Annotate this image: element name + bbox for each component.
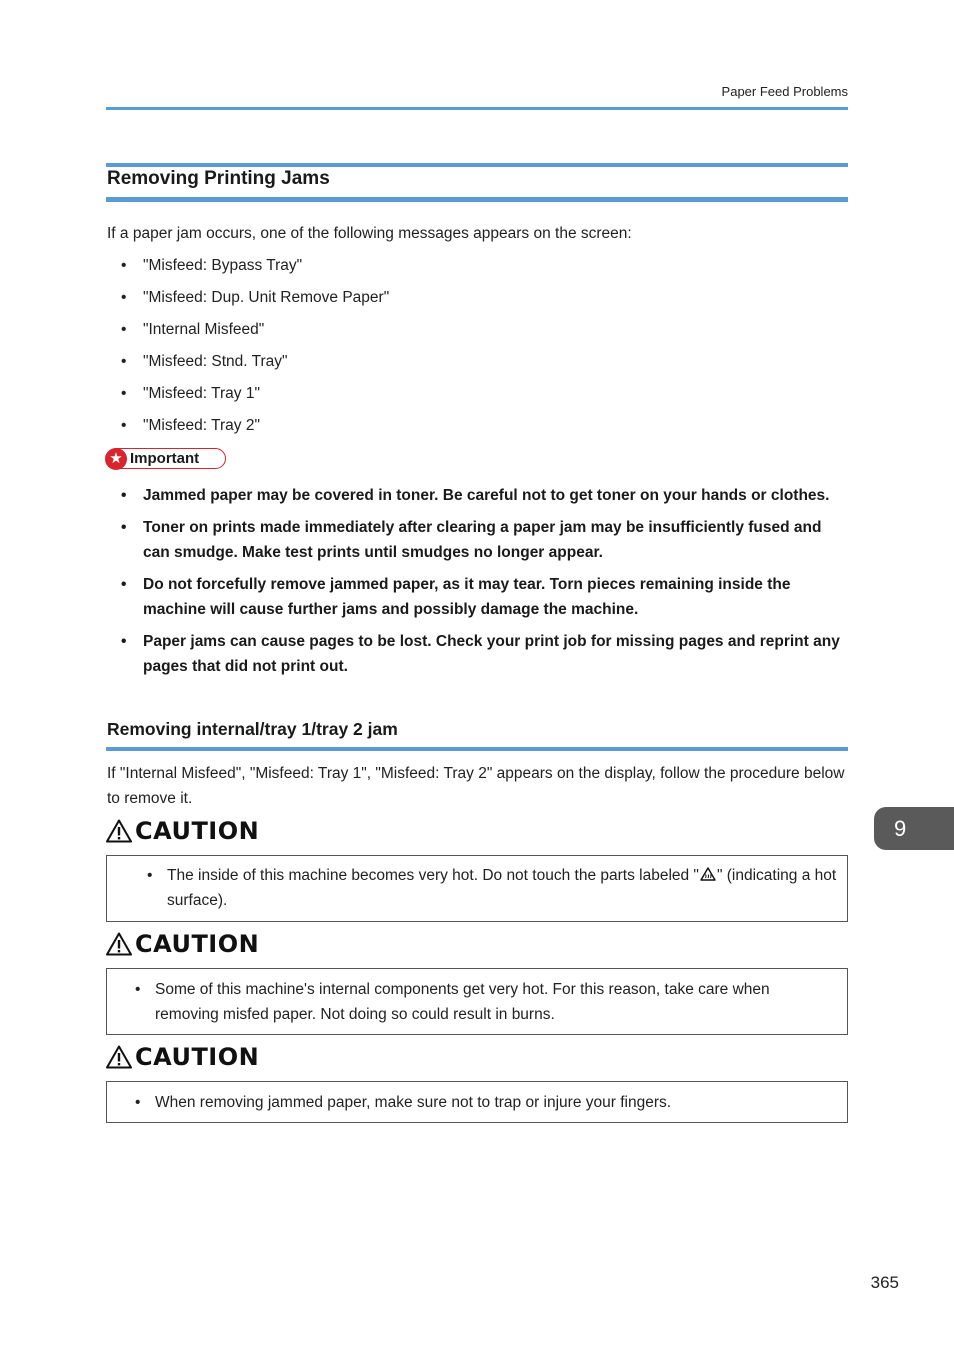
- warning-triangle-icon: [106, 932, 132, 956]
- list-item: • When removing jammed paper, make sure not to trap or injure your fingers.: [135, 1090, 835, 1115]
- chapter-tab: 9: [874, 807, 954, 850]
- list-item: • Jammed paper may be covered in toner. Be careful not to get toner on your hands or clothes.: [121, 483, 841, 508]
- caution-text: The inside of this machine becomes very hot. Do not touch the parts labeled ": [167, 867, 699, 884]
- important-label: Important: [130, 450, 200, 467]
- subsection-rule: [106, 747, 848, 751]
- page-number: 365: [870, 1273, 899, 1292]
- caution-label: CAUTION: [135, 930, 260, 958]
- section-rule-bottom: [106, 197, 848, 202]
- caution-box: [106, 1081, 848, 1123]
- list-item: [147, 863, 837, 913]
- list-item: • Do not forcefully remove jammed paper, as it may tear. Torn pieces remaining inside the machine will cause further jams and possibly damage the machine.: [121, 572, 841, 622]
- caution-label: CAUTION: [135, 1043, 260, 1071]
- message-list: [121, 253, 841, 445]
- running-header: Paper Feed Problems: [721, 84, 848, 99]
- list-item: • "Misfeed: Stnd. Tray": [121, 349, 841, 374]
- header-rule: [106, 107, 848, 110]
- hot-surface-icon: [700, 867, 716, 881]
- list-item: • Toner on prints made immediately after clearing a paper jam may be insufficiently fused and can smudge. Make test prints until smudges no longer appear.: [121, 515, 841, 565]
- warning-triangle-icon: [106, 1045, 132, 1069]
- list-item: • "Internal Misfeed": [121, 317, 841, 342]
- subsection-title: Removing internal/tray 1/tray 2 jam: [107, 719, 398, 739]
- caution-heading: [106, 930, 259, 958]
- star-icon: ★: [105, 448, 127, 470]
- section-rule-top: [106, 163, 848, 167]
- caution-box: [106, 968, 848, 1035]
- section-title: Removing Printing Jams: [107, 168, 330, 189]
- caution-box: [106, 855, 848, 922]
- list-item: • "Misfeed: Bypass Tray": [121, 253, 841, 278]
- caution-text: " (indicating a hot surface).: [167, 867, 837, 909]
- caution-heading: [106, 817, 259, 845]
- subsection-intro: If "Internal Misfeed", "Misfeed: Tray 1", "Misfeed: Tray 2" appears on the display, follow the procedure below to remove it.: [107, 765, 845, 807]
- caution-label: CAUTION: [135, 817, 260, 845]
- list-item: • Paper jams can cause pages to be lost. Check your print job for missing pages and reprint any pages that did not print out.: [121, 629, 841, 679]
- section-intro: If a paper jam occurs, one of the following messages appears on the screen:: [107, 225, 632, 242]
- warning-triangle-icon: [106, 819, 132, 843]
- list-item: • Some of this machine's internal components get very hot. For this reason, take care when removing misfed paper. Not doing so could result in burns.: [135, 977, 835, 1027]
- caution-heading: [106, 1043, 259, 1071]
- list-item: • "Misfeed: Dup. Unit Remove Paper": [121, 285, 841, 310]
- list-item: • "Misfeed: Tray 2": [121, 413, 841, 438]
- list-item: • "Misfeed: Tray 1": [121, 381, 841, 406]
- important-list: [121, 483, 841, 686]
- important-badge: [106, 448, 226, 469]
